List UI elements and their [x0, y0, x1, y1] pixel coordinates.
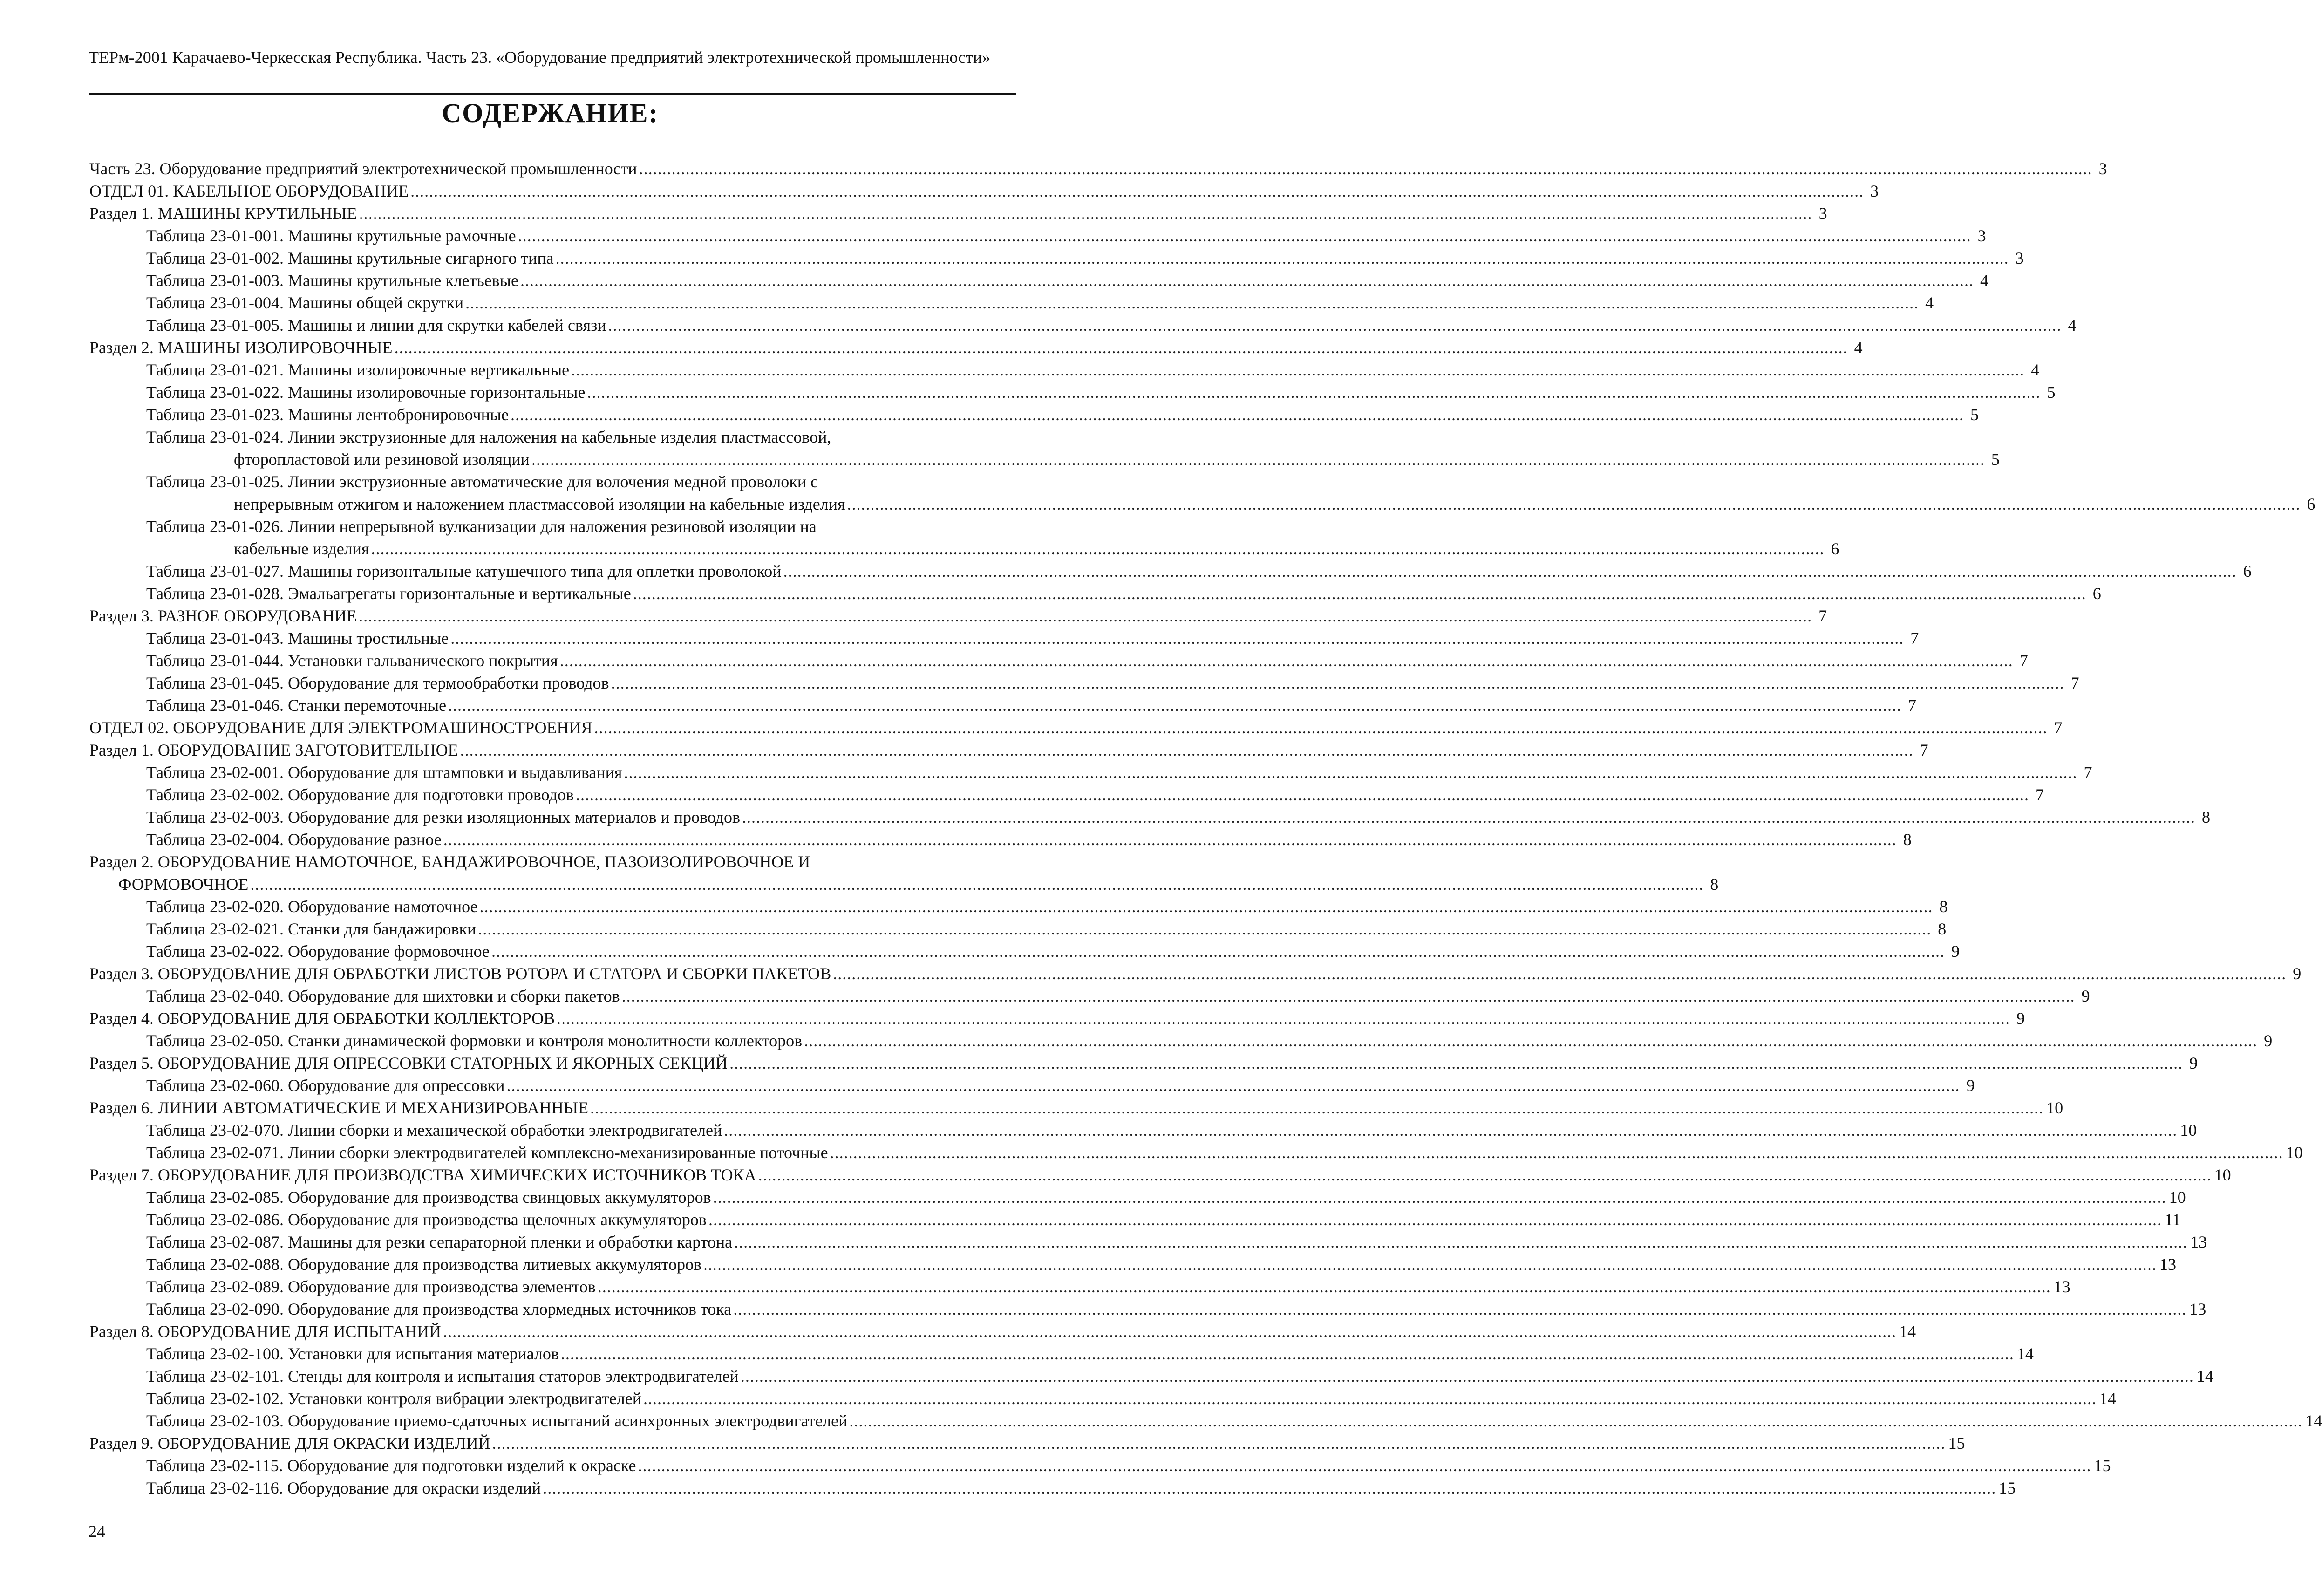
- toc-entry[interactable]: [89, 1030, 2273, 1052]
- dot-leader: ........................................................................................................................................................................................................................................................................................................................: [359, 204, 1812, 223]
- toc-entry[interactable]: [89, 582, 2101, 605]
- dot-leader: ........................................................................................................................................................................................................................................................................................................................: [713, 1188, 2166, 1207]
- toc-entry-text: Таблица 23-01-043. Машины тростильные: [146, 629, 449, 648]
- dot-leader: ........................................................................................................................................................................................................................................................................................................................: [742, 808, 2196, 826]
- toc-entry-page: 7: [2035, 785, 2044, 804]
- toc-entry[interactable]: [89, 336, 1863, 359]
- dot-leader: ........................................................................................................................................................................................................................................................................................................................: [443, 830, 1897, 849]
- toc-entry-text: Таблица 23-02-102. Установки контроля вибрации электродвигателей: [146, 1389, 641, 1408]
- toc-entry-page: 7: [2054, 718, 2063, 737]
- toc-entry-page: 15: [2094, 1456, 2111, 1475]
- dot-leader: ........................................................................................................................................................................................................................................................................................................................: [608, 316, 2062, 334]
- toc-entry[interactable]: [89, 292, 1934, 314]
- toc-entry-text: Таблица 23-02-116. Оборудование для окраски изделий: [146, 1479, 541, 1497]
- toc-entry[interactable]: [89, 962, 2302, 985]
- toc-entry-page: 7: [1818, 607, 1827, 625]
- toc-entry[interactable]: [89, 784, 2044, 806]
- dot-leader: ........................................................................................................................................................................................................................................................................................................................: [492, 1434, 1946, 1453]
- toc-entry-text: Таблица 23-02-050. Станки динамической формовки и контроля монолитности коллекторов: [146, 1031, 803, 1050]
- toc-entry-page: 10: [2286, 1143, 2303, 1162]
- toc-entry-page: 14: [2196, 1367, 2213, 1385]
- toc-entry[interactable]: [89, 1141, 2303, 1164]
- toc-entry-text: Таблица 23-02-071. Линии сборки электродвигателей комплексно-механизированные поточные: [146, 1143, 828, 1162]
- toc-entry-page: 9: [1951, 942, 1960, 961]
- dot-leader: ........................................................................................................................................................................................................................................................................................................................: [555, 249, 2009, 267]
- toc-entry-text: Раздел 9. ОБОРУДОВАНИЕ ДЛЯ ОКРАСКИ ИЗДЕЛИЙ: [89, 1434, 490, 1453]
- toc-entry-text: Раздел 6. ЛИНИИ АВТОМАТИЧЕСКИЕ И МЕХАНИЗИРОВАННЫЕ: [89, 1098, 589, 1117]
- toc-entry-text: Таблица 23-02-070. Линии сборки и механической обработки электродвигателей: [146, 1121, 722, 1139]
- dot-leader: ........................................................................................................................................................................................................................................................................................................................: [724, 1121, 2178, 1139]
- dot-leader: ........................................................................................................................................................................................................................................................................................................................: [638, 1456, 2091, 1475]
- toc-entry[interactable]: [89, 895, 1948, 918]
- toc-entry-page: 6: [2092, 584, 2101, 603]
- toc-entry-page: 13: [2159, 1255, 2177, 1274]
- toc-entry-text: Таблица 23-01-022. Машины изолировочные горизонтальные: [146, 383, 586, 402]
- toc-entry-page: 15: [1999, 1479, 2016, 1497]
- toc-entry-text: Таблица 23-02-060. Оборудование для опрессовки: [146, 1076, 505, 1095]
- dot-leader: ........................................................................................................................................................................................................................................................................................................................: [518, 226, 1971, 245]
- toc-entry[interactable]: [89, 1253, 2177, 1275]
- dot-leader: ........................................................................................................................................................................................................................................................................................................................: [703, 1255, 2157, 1274]
- toc-entry[interactable]: [89, 1007, 2025, 1030]
- dot-leader: ........................................................................................................................................................................................................................................................................................................................: [443, 1322, 1897, 1341]
- toc-entry-page: 3: [1818, 204, 1827, 223]
- toc-entry-text: Часть 23. Оборудование предприятий электротехнической промышленности: [89, 159, 637, 178]
- toc-entry-text: Таблица 23-01-028. Эмальагрегаты горизонтальные и вертикальные: [146, 584, 631, 603]
- toc-entry[interactable]: [89, 672, 2079, 694]
- dot-leader: ........................................................................................................................................................................................................................................................................................................................: [847, 495, 2301, 513]
- toc-entry-page: 9: [2189, 1054, 2198, 1072]
- toc-entry[interactable]: [89, 1164, 2231, 1186]
- toc-entry-page: 6: [1831, 539, 1839, 558]
- dot-leader: ........................................................................................................................................................................................................................................................................................................................: [587, 383, 2041, 402]
- toc-entry[interactable]: [89, 1275, 2070, 1298]
- dot-leader: ........................................................................................................................................................................................................................................................................................................................: [624, 763, 2077, 782]
- toc-entry-page: 7: [2070, 674, 2079, 692]
- dot-leader: ........................................................................................................................................................................................................................................................................................................................: [410, 182, 1864, 200]
- dot-leader: ........................................................................................................................................................................................................................................................................................................................: [479, 897, 1933, 916]
- toc-entry[interactable]: [89, 202, 1827, 225]
- dot-leader: ........................................................................................................................................................................................................................................................................................................................: [359, 607, 1812, 625]
- toc-entry-page: 4: [2068, 316, 2077, 334]
- dot-leader: ........................................................................................................................................................................................................................................................................................................................: [371, 539, 1825, 558]
- toc-entry[interactable]: [89, 1432, 1965, 1454]
- toc-entry-text: Таблица 23-01-021. Машины изолировочные вертикальные: [146, 361, 570, 379]
- toc-entry-text: Раздел 8. ОБОРУДОВАНИЕ ДЛЯ ИСПЫТАНИЙ: [89, 1322, 442, 1341]
- dot-leader: ........................................................................................................................................................................................................................................................................................................................: [560, 1344, 2014, 1363]
- toc-entry-page: 13: [2189, 1300, 2206, 1318]
- toc-entry-text: кабельные изделия: [234, 539, 369, 558]
- table-of-contents: [89, 157, 2322, 1499]
- toc-entry-text: Таблица 23-02-100. Установки для испытания материалов: [146, 1344, 559, 1363]
- dot-leader: ........................................................................................................................................................................................................................................................................................................................: [804, 1031, 2258, 1050]
- dot-leader: ........................................................................................................................................................................................................................................................................................................................: [559, 651, 2013, 670]
- dot-leader: ........................................................................................................................................................................................................................................................................................................................: [571, 361, 2025, 379]
- toc-entry-text: Раздел 3. РАЗНОЕ ОБОРУДОВАНИЕ: [89, 607, 357, 625]
- dot-leader: ........................................................................................................................................................................................................................................................................................................................: [460, 741, 1913, 759]
- toc-entry[interactable]: [89, 560, 2252, 582]
- toc-entry-page: 5: [2047, 383, 2056, 402]
- toc-entry[interactable]: [89, 806, 2211, 828]
- toc-entry[interactable]: [89, 381, 2056, 403]
- dot-leader: ........................................................................................................................................................................................................................................................................................................................: [639, 159, 2092, 178]
- toc-entry-text: Раздел 3. ОБОРУДОВАНИЕ ДЛЯ ОБРАБОТКИ ЛИСТОВ РОТОРА И СТАТОРА И СБОРКИ ПАКЕТОВ: [89, 964, 831, 983]
- toc-entry[interactable]: [89, 538, 1839, 560]
- toc-entry-page: 7: [1910, 629, 1919, 648]
- toc-entry[interactable]: [89, 605, 1827, 627]
- toc-entry[interactable]: [89, 403, 1979, 426]
- toc-entry-page: 3: [2015, 249, 2024, 267]
- toc-entry[interactable]: [89, 1320, 1916, 1343]
- toc-entry-text: Таблица 23-02-021. Станки для бандажировки: [146, 920, 477, 938]
- dot-leader: ........................................................................................................................................................................................................................................................................................................................: [849, 1412, 2303, 1430]
- dot-leader: ........................................................................................................................................................................................................................................................................................................................: [733, 1300, 2187, 1318]
- toc-entry-line1[interactable]: Таблица 23-01-024. Линии экструзионные для наложения на кабельные изделия пластмассовой,: [146, 428, 831, 446]
- toc-entry[interactable]: [89, 1074, 1975, 1097]
- toc-entry-page: 7: [1908, 696, 1917, 715]
- toc-entry-text: Раздел 7. ОБОРУДОВАНИЕ ДЛЯ ПРОИЗВОДСТВА ХИМИЧЕСКИХ ИСТОЧНИКОВ ТОКА: [89, 1166, 756, 1184]
- dot-leader: ........................................................................................................................................................................................................................................................................................................................: [557, 1009, 2010, 1028]
- toc-entry-text: Таблица 23-01-005. Машины и линии для скрутки кабелей связи: [146, 316, 606, 334]
- toc-entry-page: 3: [2098, 159, 2107, 178]
- dot-leader: ........................................................................................................................................................................................................................................................................................................................: [531, 450, 1985, 469]
- toc-entry-page: 3: [1870, 182, 1879, 200]
- dot-leader: ........................................................................................................................................................................................................................................................................................................................: [511, 405, 1964, 424]
- toc-entry-text: Таблица 23-02-002. Оборудование для подготовки проводов: [146, 785, 574, 804]
- dot-leader: ........................................................................................................................................................................................................................................................................................................................: [450, 629, 1904, 648]
- toc-entry-text: Таблица 23-02-022. Оборудование формовочное: [146, 942, 490, 961]
- dot-leader: ........................................................................................................................................................................................................................................................................................................................: [394, 338, 1848, 357]
- dot-leader: ........................................................................................................................................................................................................................................................................................................................: [478, 920, 1932, 938]
- toc-entry-page: 10: [2180, 1121, 2197, 1139]
- toc-entry-text: Таблица 23-01-045. Оборудование для термообработки проводов: [146, 674, 609, 692]
- header-rule: [89, 93, 1016, 95]
- toc-entry[interactable]: [89, 314, 2077, 336]
- toc-entry-page: 9: [1966, 1076, 1975, 1095]
- page-number: 24: [89, 1522, 105, 1541]
- toc-entry-line1[interactable]: Таблица 23-01-026. Линии непрерывной вулканизации для наложения резиновой изоляции на: [146, 517, 817, 536]
- toc-entry-page: 14: [2016, 1344, 2034, 1363]
- toc-entry[interactable]: [89, 1410, 2322, 1432]
- toc-entry-page: 11: [2164, 1210, 2181, 1229]
- toc-entry[interactable]: [89, 828, 1912, 851]
- toc-entry[interactable]: [89, 1097, 2063, 1119]
- toc-entry-text: Таблица 23-02-004. Оборудование разное: [146, 830, 442, 849]
- toc-entry-page: 14: [2099, 1389, 2116, 1408]
- toc-entry-text: Раздел 4. ОБОРУДОВАНИЕ ДЛЯ ОБРАБОТКИ КОЛЛЕКТОРОВ: [89, 1009, 555, 1028]
- toc-entry-line1[interactable]: Раздел 2. ОБОРУДОВАНИЕ НАМОТОЧНОЕ, БАНДАЖИРОВОЧНОЕ, ПАЗОИЗОЛИРОВОЧНОЕ И: [89, 853, 810, 871]
- toc-entry-page: 14: [1899, 1322, 1916, 1341]
- toc-entry-text: ОТДЕЛ 01. КАБЕЛЬНОЕ ОБОРУДОВАНИЕ: [89, 182, 409, 200]
- toc-entry[interactable]: [89, 918, 1947, 940]
- toc-entry-page: 9: [2016, 1009, 2025, 1028]
- toc-entry[interactable]: [89, 269, 1988, 292]
- toc-entry-page: 9: [2293, 964, 2302, 983]
- toc-entry-page: 9: [2264, 1031, 2273, 1050]
- page-title: СОДЕРЖАНИЕ:: [442, 98, 659, 128]
- toc-entry-page: 8: [2202, 808, 2211, 826]
- toc-entry-text: Таблица 23-01-003. Машины крутильные клетьевые: [146, 271, 518, 290]
- toc-entry-page: 6: [2307, 495, 2315, 513]
- dot-leader: ........................................................................................................................................................................................................................................................................................................................: [506, 1076, 1960, 1095]
- toc-entry[interactable]: [89, 1454, 2111, 1477]
- toc-entry-text: Таблица 23-02-086. Оборудование для производства щелочных аккумуляторов: [146, 1210, 707, 1229]
- toc-entry-text: Таблица 23-01-001. Машины крутильные рамочные: [146, 226, 516, 245]
- dot-leader: ........................................................................................................................................................................................................................................................................................................................: [250, 875, 1704, 893]
- toc-entry[interactable]: [89, 448, 2000, 471]
- toc-entry-text: Раздел 1. ОБОРУДОВАНИЕ ЗАГОТОВИТЕЛЬНОЕ: [89, 741, 458, 759]
- toc-entry-text: Таблица 23-02-040. Оборудование для шихтовки и сборки пакетов: [146, 987, 620, 1005]
- toc-entry-page: 8: [1903, 830, 1912, 849]
- toc-entry[interactable]: [89, 225, 1986, 247]
- toc-entry[interactable]: [89, 1343, 2034, 1365]
- dot-leader: ........................................................................................................................................................................................................................................................................................................................: [520, 271, 1974, 290]
- toc-entry-text: Таблица 23-02-087. Машины для резки сепараторной пленки и обработки картона: [146, 1233, 733, 1251]
- dot-leader: ........................................................................................................................................................................................................................................................................................................................: [708, 1210, 2162, 1229]
- toc-entry-text: Таблица 23-01-002. Машины крутильные сигарного типа: [146, 249, 554, 267]
- toc-entry-page: 7: [2019, 651, 2028, 670]
- toc-entry-text: фторопластовой или резиновой изоляции: [234, 450, 530, 469]
- toc-entry-text: ФОРМОВОЧНОЕ: [118, 875, 249, 893]
- toc-entry[interactable]: [89, 940, 1960, 962]
- toc-entry-page: 4: [2031, 361, 2040, 379]
- running-header: ТЕРм-2001 Карачаево-Черкесская Республика. Часть 23. «Оборудование предприятий электротехнической промышленности»: [89, 48, 991, 67]
- toc-entry[interactable]: [89, 761, 2092, 784]
- dot-leader: ........................................................................................................................................................................................................................................................................................................................: [830, 1143, 2283, 1162]
- toc-entry-page: 3: [1977, 226, 1986, 245]
- toc-entry[interactable]: [89, 1052, 2198, 1074]
- toc-entry[interactable]: [89, 1186, 2186, 1208]
- toc-entry[interactable]: [89, 873, 1719, 895]
- dot-leader: ........................................................................................................................................................................................................................................................................................................................: [633, 584, 2086, 603]
- toc-entry-text: Раздел 5. ОБОРУДОВАНИЕ ДЛЯ ОПРЕССОВКИ СТАТОРНЫХ И ЯКОРНЫХ СЕКЦИЙ: [89, 1054, 728, 1072]
- toc-entry-text: Таблица 23-02-020. Оборудование намоточное: [146, 897, 478, 916]
- dot-leader: ........................................................................................................................................................................................................................................................................................................................: [543, 1479, 1996, 1497]
- toc-entry[interactable]: [89, 493, 2315, 515]
- toc-entry[interactable]: [89, 1365, 2213, 1387]
- toc-entry-text: Таблица 23-02-103. Оборудование приемо-сдаточных испытаний асинхронных электродвигателей: [146, 1412, 848, 1430]
- toc-entry[interactable]: [89, 1477, 2016, 1499]
- toc-entry-text: непрерывным отжигом и наложением пластмассовой изоляции на кабельные изделия: [234, 495, 845, 513]
- toc-entry-page: 8: [1710, 875, 1719, 893]
- toc-entry-page: 15: [1948, 1434, 1965, 1453]
- dot-leader: ........................................................................................................................................................................................................................................................................................................................: [621, 987, 2075, 1005]
- toc-entry-page: 13: [2053, 1277, 2070, 1296]
- toc-entry-page: 4: [1925, 293, 1934, 312]
- toc-entry[interactable]: [89, 359, 2040, 381]
- toc-entry-page: 7: [1920, 741, 1928, 759]
- toc-entry-text: Таблица 23-02-101. Стенды для контроля и испытания статоров электродвигателей: [146, 1367, 739, 1385]
- toc-entry-text: Таблица 23-01-027. Машины горизонтальные катушечного типа для оплетки проволокой: [146, 562, 782, 580]
- dot-leader: ........................................................................................................................................................................................................................................................................................................................: [590, 1098, 2044, 1117]
- toc-entry-page: 5: [1970, 405, 1979, 424]
- toc-entry[interactable]: [89, 985, 2090, 1007]
- dot-leader: ........................................................................................................................................................................................................................................................................................................................: [597, 1277, 2051, 1296]
- toc-entry[interactable]: [89, 1208, 2181, 1231]
- dot-leader: ........................................................................................................................................................................................................................................................................................................................: [833, 964, 2287, 983]
- dot-leader: ........................................................................................................................................................................................................................................................................................................................: [643, 1389, 2097, 1408]
- toc-entry-page: 8: [1938, 920, 1947, 938]
- toc-entry-page: 5: [1991, 450, 2000, 469]
- toc-entry-text: Таблица 23-02-115. Оборудование для подготовки изделий к окраске: [146, 1456, 636, 1475]
- toc-entry-text: Таблица 23-01-044. Установки гальванического покрытия: [146, 651, 558, 670]
- toc-entry-page: 14: [2305, 1412, 2322, 1430]
- dot-leader: ........................................................................................................................................................................................................................................................................................................................: [491, 942, 1945, 961]
- toc-entry[interactable]: [89, 1119, 2197, 1141]
- toc-entry-text: Таблица 23-01-004. Машины общей скрутки: [146, 293, 464, 312]
- toc-entry-page: 4: [1854, 338, 1863, 357]
- toc-entry-text: Таблица 23-02-090. Оборудование для производства хлормедных источников тока: [146, 1300, 732, 1318]
- toc-entry[interactable]: [89, 627, 1919, 649]
- toc-entry[interactable]: [89, 1298, 2206, 1320]
- dot-leader: ........................................................................................................................................................................................................................................................................................................................: [465, 293, 1919, 312]
- dot-leader: ........................................................................................................................................................................................................................................................................................................................: [611, 674, 2064, 692]
- dot-leader: ........................................................................................................................................................................................................................................................................................................................: [740, 1367, 2194, 1385]
- toc-entry[interactable]: [89, 694, 1917, 716]
- toc-entry-text: Таблица 23-01-046. Станки перемоточные: [146, 696, 447, 715]
- toc-entry[interactable]: [89, 716, 2063, 739]
- toc-entry[interactable]: [89, 1231, 2207, 1253]
- dot-leader: ........................................................................................................................................................................................................................................................................................................................: [729, 1054, 2183, 1072]
- toc-entry-line1[interactable]: Таблица 23-01-025. Линии экструзионные автоматические для волочения медной проволоки с: [146, 472, 818, 491]
- toc-entry-page: 7: [2084, 763, 2092, 782]
- toc-entry[interactable]: [89, 157, 2107, 180]
- toc-entry-text: Таблица 23-02-001. Оборудование для штамповки и выдавливания: [146, 763, 622, 782]
- toc-entry-page: 10: [2214, 1166, 2231, 1184]
- toc-entry-text: ОТДЕЛ 02. ОБОРУДОВАНИЕ ДЛЯ ЭЛЕКТРОМАШИНОСТРОЕНИЯ: [89, 718, 592, 737]
- toc-entry-page: 4: [1980, 271, 1988, 290]
- toc-entry-page: 13: [2190, 1233, 2207, 1251]
- toc-entry-text: Раздел 1. МАШИНЫ КРУТИЛЬНЫЕ: [89, 204, 357, 223]
- toc-entry[interactable]: [89, 1387, 2116, 1410]
- toc-entry-page: 8: [1939, 897, 1948, 916]
- toc-entry[interactable]: [89, 739, 1928, 761]
- toc-entry-page: 9: [2081, 987, 2090, 1005]
- toc-entry[interactable]: [89, 247, 2024, 269]
- toc-entry-text: Таблица 23-02-088. Оборудование для производства литиевых аккумуляторов: [146, 1255, 702, 1274]
- toc-entry[interactable]: [89, 649, 2028, 672]
- dot-leader: ........................................................................................................................................................................................................................................................................................................................: [594, 718, 2048, 737]
- toc-entry-page: 10: [2169, 1188, 2186, 1207]
- toc-entry-text: Таблица 23-02-085. Оборудование для производства свинцовых аккумуляторов: [146, 1188, 711, 1207]
- toc-entry-text: Раздел 2. МАШИНЫ ИЗОЛИРОВОЧНЫЕ: [89, 338, 393, 357]
- toc-entry[interactable]: [89, 180, 1879, 202]
- dot-leader: ........................................................................................................................................................................................................................................................................................................................: [783, 562, 2237, 580]
- toc-entry-text: Таблица 23-01-023. Машины лентобронировочные: [146, 405, 509, 424]
- toc-entry-page: 6: [2243, 562, 2252, 580]
- dot-leader: ........................................................................................................................................................................................................................................................................................................................: [448, 696, 1902, 715]
- dot-leader: ........................................................................................................................................................................................................................................................................................................................: [734, 1233, 2188, 1251]
- toc-entry-text: Таблица 23-02-003. Оборудование для резки изоляционных материалов и проводов: [146, 808, 741, 826]
- toc-entry-text: Таблица 23-02-089. Оборудование для производства элементов: [146, 1277, 596, 1296]
- toc-entry-page: 10: [2046, 1098, 2063, 1117]
- dot-leader: ........................................................................................................................................................................................................................................................................................................................: [575, 785, 2029, 804]
- dot-leader: ........................................................................................................................................................................................................................................................................................................................: [758, 1166, 2212, 1184]
